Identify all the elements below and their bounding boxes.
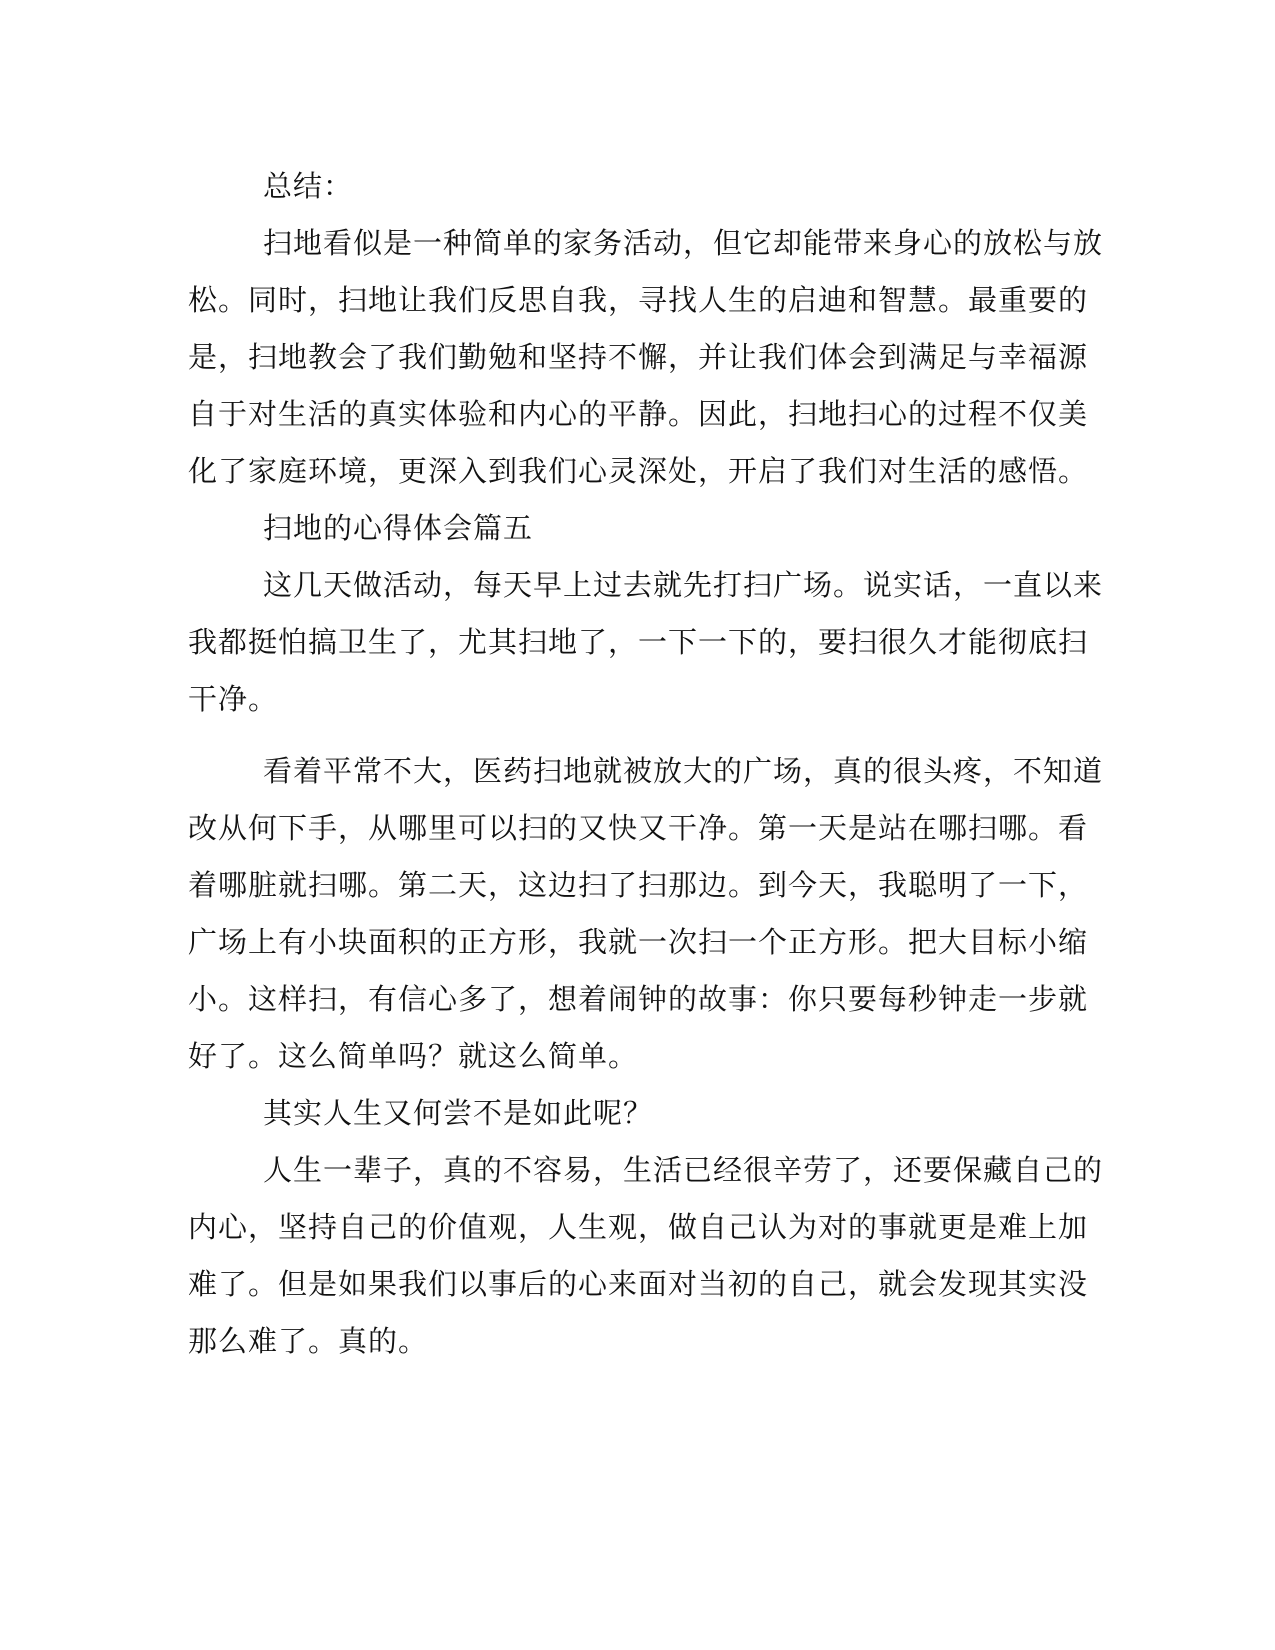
paragraph-line: 这几天做活动，每天早上过去就先打扫广场。说实话，一直以来 bbox=[263, 568, 1104, 602]
paragraph-line: 难了。但是如果我们以事后的心来面对当初的自己，就会发现其实没 bbox=[188, 1267, 1089, 1301]
section-heading: 扫地的心得体会篇五 bbox=[263, 511, 534, 545]
paragraph-line: 扫地看似是一种简单的家务活动，但它却能带来身心的放松与放 bbox=[263, 226, 1104, 260]
paragraph-line: 着哪脏就扫哪。第二天，这边扫了扫那边。到今天，我聪明了一下， bbox=[188, 868, 1089, 902]
paragraph-line: 看着平常不大，医药扫地就被放大的广场，真的很头疼，不知道 bbox=[263, 754, 1104, 788]
paragraph-line: 松。同时，扫地让我们反思自我，寻找人生的启迪和智慧。最重要的 bbox=[188, 283, 1089, 317]
paragraph-line: 小。这样扫，有信心多了，想着闹钟的故事：你只要每秒钟走一步就 bbox=[188, 982, 1089, 1016]
paragraph-line: 内心，坚持自己的价值观，人生观，做自己认为对的事就更是难上加 bbox=[188, 1210, 1089, 1244]
paragraph-line: 人生一辈子，真的不容易，生活已经很辛劳了，还要保藏自己的 bbox=[263, 1153, 1104, 1187]
paragraph-line: 自于对生活的真实体验和内心的平静。因此，扫地扫心的过程不仅美 bbox=[188, 397, 1089, 431]
paragraph-line: 那么难了。真的。 bbox=[188, 1324, 429, 1358]
paragraph-line: 我都挺怕搞卫生了，尤其扫地了，一下一下的，要扫很久才能彻底扫 bbox=[188, 625, 1089, 659]
paragraph-line: 广场上有小块面积的正方形，我就一次扫一个正方形。把大目标小缩 bbox=[188, 925, 1089, 959]
paragraph-line: 是，扫地教会了我们勤勉和坚持不懈，并让我们体会到满足与幸福源 bbox=[188, 340, 1089, 374]
paragraph-line: 干净。 bbox=[188, 682, 279, 716]
paragraph-line: 改从何下手，从哪里可以扫的又快又干净。第一天是站在哪扫哪。看 bbox=[188, 811, 1089, 845]
paragraph-line: 其实人生又何尝不是如此呢？ bbox=[263, 1096, 654, 1130]
summary-heading: 总结： bbox=[263, 169, 354, 203]
paragraph-line: 化了家庭环境，更深入到我们心灵深处，开启了我们对生活的感悟。 bbox=[188, 454, 1089, 488]
paragraph-line: 好了。这么简单吗？就这么简单。 bbox=[188, 1039, 639, 1073]
